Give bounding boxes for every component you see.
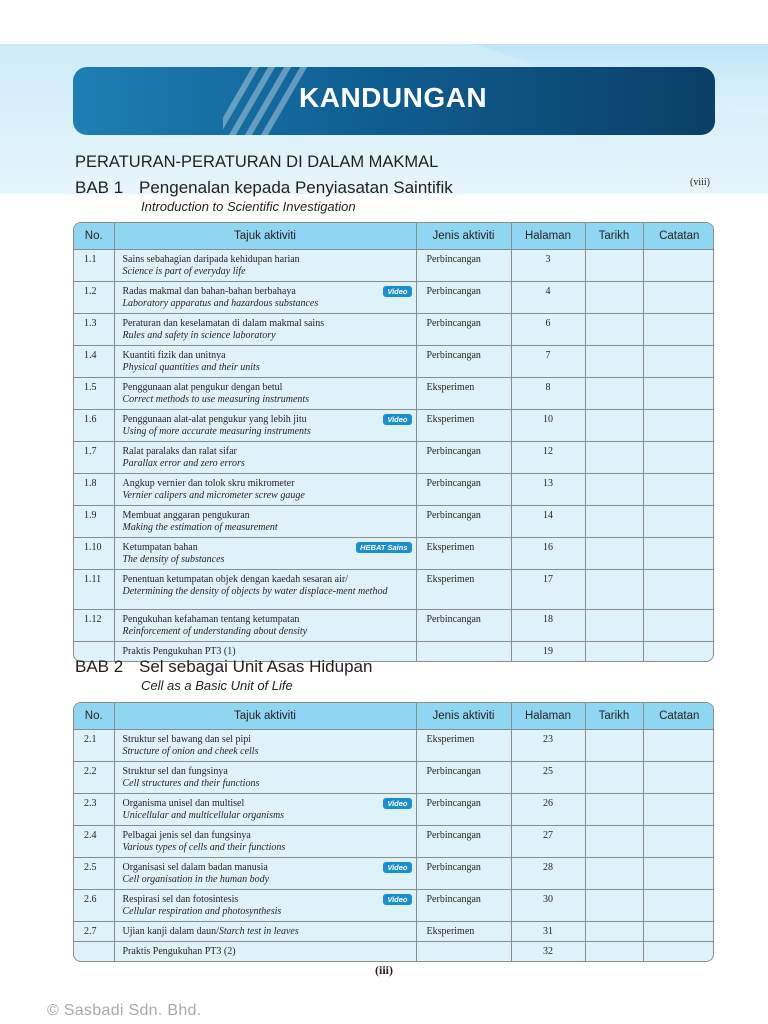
title-banner — [73, 67, 715, 135]
activity-title-ms: Membuat anggaran pengukuran — [122, 509, 250, 521]
table-row — [74, 941, 714, 961]
activity-title — [123, 318, 408, 342]
activity-page: 26 — [511, 793, 585, 825]
rules-page-number: (viii) — [690, 177, 710, 188]
table-row — [74, 889, 714, 921]
chapter-1-title: Pengenalan kepada Penyiasatan Saintifik — [139, 178, 453, 197]
activity-title — [123, 382, 408, 406]
table-row — [74, 473, 714, 505]
activity-type: Perbincangan — [416, 441, 511, 473]
table-row — [74, 313, 714, 345]
column-header-no: No. — [74, 703, 114, 729]
date-cell — [585, 313, 643, 345]
activity-title-cell — [114, 569, 416, 609]
table-row — [74, 921, 714, 941]
activity-title-en: Science is part of everyday life — [122, 265, 246, 277]
table-header-row — [74, 703, 714, 729]
activity-title-ms: Penentuan ketumpatan objek dengan kaedah sesaran air/ — [122, 573, 348, 585]
video-badge-icon: Video — [383, 894, 411, 905]
table-row — [74, 569, 714, 609]
activity-page: 7 — [511, 345, 585, 377]
activity-number: 1.12 — [74, 609, 114, 641]
activity-title-ms: Penggunaan alat-alat pengukur yang lebih jitu — [122, 413, 307, 425]
table-row — [74, 825, 714, 857]
activity-page: 12 — [511, 441, 585, 473]
activity-title — [123, 766, 408, 790]
notes-cell — [643, 281, 714, 313]
activity-title-cell — [114, 505, 416, 537]
activity-title-ms: Pelbagai jenis sel dan fungsinya — [122, 829, 251, 841]
activity-number: 1.1 — [74, 249, 114, 281]
date-cell — [585, 473, 643, 505]
activity-title-en: Correct methods to use measuring instruments — [122, 393, 310, 405]
date-cell — [585, 825, 643, 857]
notes-cell — [643, 609, 714, 641]
column-header-notes: Catatan — [643, 703, 714, 729]
activity-title-ms: Respirasi sel dan fotosintesis — [122, 893, 239, 905]
date-cell — [585, 761, 643, 793]
table-row — [74, 537, 714, 569]
column-header-type: Jenis aktiviti — [416, 223, 511, 249]
activity-page: 13 — [511, 473, 585, 505]
notes-cell — [643, 793, 714, 825]
activity-type: Perbincangan — [416, 281, 511, 313]
activity-title-en: Reinforcement of understanding about density — [122, 625, 308, 637]
activity-title-ms: Praktis Pengukuhan PT3 (2) — [122, 945, 236, 957]
date-cell — [585, 441, 643, 473]
activity-number: 2.5 — [74, 857, 114, 889]
activity-title — [123, 414, 408, 438]
activity-title-cell — [114, 941, 416, 961]
activity-title-en: Determining the density of objects by water displace-ment method — [122, 585, 388, 597]
date-cell — [585, 921, 643, 941]
table-row — [74, 793, 714, 825]
activity-title-ms-text: Ujian kanji dalam daun/ — [122, 925, 219, 937]
video-badge-icon: Video — [383, 862, 411, 873]
activity-title — [123, 798, 408, 822]
activity-page: 31 — [511, 921, 585, 941]
activity-type: Eksperimen — [416, 729, 511, 761]
table-header-row — [74, 223, 714, 249]
chapter-2-title: Sel sebagai Unit Asas Hidupan — [139, 657, 373, 676]
activity-title-cell — [114, 281, 416, 313]
activity-number: 1.5 — [74, 377, 114, 409]
date-cell — [585, 857, 643, 889]
activity-title-cell — [114, 313, 416, 345]
activity-page: 23 — [511, 729, 585, 761]
activity-page: 17 — [511, 569, 585, 609]
copyright-notice: © Sasbadi Sdn. Bhd. — [47, 1002, 202, 1019]
rules-heading: PERATURAN-PERATURAN DI DALAM MAKMAL — [75, 153, 439, 171]
column-header-notes: Catatan — [643, 223, 714, 249]
activity-title-cell — [114, 377, 416, 409]
activity-title-en: Laboratory apparatus and hazardous substances — [122, 297, 319, 309]
activity-title-ms: Angkup vernier dan tolok skru mikrometer — [122, 477, 295, 489]
date-cell — [585, 505, 643, 537]
activity-page: 19 — [511, 641, 585, 661]
table-row — [74, 377, 714, 409]
activity-title — [123, 614, 408, 638]
date-cell — [585, 537, 643, 569]
activity-page: 18 — [511, 609, 585, 641]
page-title: KANDUNGAN — [299, 82, 488, 113]
notes-cell — [643, 857, 714, 889]
date-cell — [585, 609, 643, 641]
activity-number: 2.1 — [74, 729, 114, 761]
chapter-2-table — [73, 702, 714, 962]
activity-type: Perbincangan — [416, 609, 511, 641]
notes-cell — [643, 889, 714, 921]
activity-type: Perbincangan — [416, 473, 511, 505]
column-header-title: Tajuk aktiviti — [114, 703, 416, 729]
activity-title-cell — [114, 729, 416, 761]
activity-title-en: Cellular respiration and photosynthesis — [122, 905, 282, 917]
chapter-1-table — [73, 222, 714, 662]
activity-title-en: Physical quantities and their units — [122, 361, 260, 373]
date-cell — [585, 793, 643, 825]
chapter-2-title-en: Cell as a Basic Unit of Life — [141, 678, 293, 693]
activity-title — [123, 830, 408, 854]
activity-title-ms: Praktis Pengukuhan PT3 (1) — [122, 645, 236, 657]
activity-title — [123, 926, 408, 938]
chapter-1-heading — [75, 178, 453, 214]
activity-page: 8 — [511, 377, 585, 409]
date-cell — [585, 409, 643, 441]
activity-title-en: Rules and safety in science laboratory — [122, 329, 276, 341]
notes-cell — [643, 313, 714, 345]
column-header-page: Halaman — [511, 223, 585, 249]
activity-page: 16 — [511, 537, 585, 569]
activity-title-en: Cell structures and their functions — [122, 777, 260, 789]
activity-title — [123, 478, 408, 502]
activity-title-en: Cell organisation in the human body — [122, 873, 270, 885]
video-badge-icon: Video — [383, 414, 411, 425]
table-row — [74, 249, 714, 281]
activity-title-ms: Organisma unisel dan multisel — [122, 797, 245, 809]
notes-cell — [643, 473, 714, 505]
chapter-2-label: BAB 2 — [75, 657, 124, 676]
notes-cell — [643, 569, 714, 609]
activity-title-ms: Ketumpatan bahan — [122, 541, 198, 553]
hebat-sains-badge-icon: HEBAT Sains — [356, 542, 411, 553]
activity-number: 1.2 — [74, 281, 114, 313]
table-row — [74, 609, 714, 641]
activity-title-en: Using of more accurate measuring instruments — [122, 425, 311, 437]
activity-type: Perbincangan — [416, 249, 511, 281]
notes-cell — [643, 761, 714, 793]
activity-page: 32 — [511, 941, 585, 961]
activity-type: Eksperimen — [416, 537, 511, 569]
notes-cell — [643, 921, 714, 941]
table-row — [74, 505, 714, 537]
activity-title-cell — [114, 441, 416, 473]
activity-title-ms: Pengukuhan kefahaman tentang ketumpatan — [122, 613, 300, 625]
activity-title-ms — [123, 926, 408, 938]
activity-number: 2.2 — [74, 761, 114, 793]
table-row — [74, 441, 714, 473]
activity-page: 6 — [511, 313, 585, 345]
activity-title-ms: Organisasi sel dalam badan manusia — [122, 861, 268, 873]
column-header-type: Jenis aktiviti — [416, 703, 511, 729]
activity-page: 28 — [511, 857, 585, 889]
date-cell — [585, 345, 643, 377]
activity-title — [123, 574, 408, 598]
activity-type: Eksperimen — [416, 569, 511, 609]
date-cell — [585, 729, 643, 761]
activity-title — [123, 254, 408, 278]
activity-title-cell — [114, 609, 416, 641]
activity-title-cell — [114, 345, 416, 377]
date-cell — [585, 281, 643, 313]
notes-cell — [643, 345, 714, 377]
notes-cell — [643, 941, 714, 961]
column-header-title: Tajuk aktiviti — [114, 223, 416, 249]
notes-cell — [643, 377, 714, 409]
activity-title-cell — [114, 889, 416, 921]
activity-title — [123, 542, 408, 566]
activity-title-cell — [114, 793, 416, 825]
activity-number: 1.9 — [74, 505, 114, 537]
activity-title-ms: Kuantiti fizik dan unitnya — [122, 349, 226, 361]
page-number: (iii) — [375, 963, 393, 977]
activity-title-cell — [114, 537, 416, 569]
date-cell — [585, 889, 643, 921]
activity-number: 1.3 — [74, 313, 114, 345]
video-badge-icon: Video — [383, 286, 411, 297]
table-row — [74, 409, 714, 441]
activity-title — [123, 894, 408, 918]
video-badge-icon: Video — [383, 798, 411, 809]
activity-type: Eksperimen — [416, 921, 511, 941]
activity-number: 1.10 — [74, 537, 114, 569]
activity-type — [416, 941, 511, 961]
activity-title-ms: Radas makmal dan bahan-bahan berbahaya — [122, 285, 296, 297]
activity-title-cell — [114, 409, 416, 441]
activity-type: Perbincangan — [416, 889, 511, 921]
activity-page: 3 — [511, 249, 585, 281]
activity-page: 25 — [511, 761, 585, 793]
activity-title-cell — [114, 473, 416, 505]
activity-title — [123, 734, 408, 758]
activity-number — [74, 941, 114, 961]
activity-title-ms: Struktur sel bawang dan sel pipi — [122, 733, 252, 745]
activity-title-cell — [114, 249, 416, 281]
activity-title-en: Structure of onion and cheek cells — [122, 745, 259, 757]
activity-title — [123, 350, 408, 374]
activity-type: Perbincangan — [416, 793, 511, 825]
activity-title-en: Making the estimation of measurement — [122, 521, 278, 533]
column-header-date: Tarikh — [585, 223, 643, 249]
column-header-date: Tarikh — [585, 703, 643, 729]
activity-title — [123, 946, 408, 958]
activity-title-ms: Struktur sel dan fungsinya — [122, 765, 228, 777]
activity-title — [123, 646, 408, 658]
chapter-1-title-en: Introduction to Scientific Investigation — [141, 199, 356, 214]
activity-page: 27 — [511, 825, 585, 857]
activity-title-ms: Ralat paralaks dan ralat sifar — [122, 445, 237, 457]
activity-number: 1.6 — [74, 409, 114, 441]
activity-title-en: Vernier calipers and micrometer screw gauge — [122, 489, 305, 501]
activity-number: 2.6 — [74, 889, 114, 921]
activity-title — [123, 510, 408, 534]
activity-title-cell — [114, 921, 416, 941]
activity-title-en: Parallax error and zero errors — [122, 457, 245, 469]
notes-cell — [643, 249, 714, 281]
notes-cell — [643, 441, 714, 473]
date-cell — [585, 941, 643, 961]
activity-type: Perbincangan — [416, 345, 511, 377]
activity-type: Perbincangan — [416, 857, 511, 889]
activity-type: Perbincangan — [416, 313, 511, 345]
activity-number: 2.3 — [74, 793, 114, 825]
activity-title-en: Starch test in leaves — [218, 925, 299, 937]
activity-number: 1.8 — [74, 473, 114, 505]
activity-type: Eksperimen — [416, 377, 511, 409]
activity-title-en: Various types of cells and their functions — [122, 841, 286, 853]
notes-cell — [643, 641, 714, 661]
activity-page: 4 — [511, 281, 585, 313]
notes-cell — [643, 409, 714, 441]
activity-type: Perbincangan — [416, 505, 511, 537]
activity-title — [123, 862, 408, 886]
table-row — [74, 761, 714, 793]
activity-title-en: Unicellular and multicellular organisms — [122, 809, 285, 821]
activity-title-cell — [114, 857, 416, 889]
chapter-1-label: BAB 1 — [75, 178, 124, 197]
activity-page: 10 — [511, 409, 585, 441]
date-cell — [585, 569, 643, 609]
activity-title-ms: Sains sebahagian daripada kehidupan harian — [122, 253, 300, 265]
table-row — [74, 281, 714, 313]
table-row — [74, 345, 714, 377]
activity-title — [123, 446, 408, 470]
chapter-2-heading — [75, 657, 372, 693]
activity-page: 14 — [511, 505, 585, 537]
column-header-page: Halaman — [511, 703, 585, 729]
notes-cell — [643, 825, 714, 857]
activity-title-cell — [114, 825, 416, 857]
column-header-no: No. — [74, 223, 114, 249]
notes-cell — [643, 729, 714, 761]
activity-title-en: The density of substances — [122, 553, 225, 565]
activity-number: 1.7 — [74, 441, 114, 473]
activity-type: Perbincangan — [416, 825, 511, 857]
table-row — [74, 729, 714, 761]
activity-number: 1.4 — [74, 345, 114, 377]
notes-cell — [643, 505, 714, 537]
date-cell — [585, 377, 643, 409]
activity-title-cell — [114, 761, 416, 793]
date-cell — [585, 249, 643, 281]
activity-number: 1.11 — [74, 569, 114, 609]
notes-cell — [643, 537, 714, 569]
activity-number: 2.7 — [74, 921, 114, 941]
activity-type — [416, 641, 511, 661]
activity-number: 2.4 — [74, 825, 114, 857]
activity-page: 30 — [511, 889, 585, 921]
activity-title-ms: Peraturan dan keselamatan di dalam makmal sains — [122, 317, 325, 329]
table-row — [74, 857, 714, 889]
activity-type: Eksperimen — [416, 409, 511, 441]
activity-type: Perbincangan — [416, 761, 511, 793]
activity-title-ms: Penggunaan alat pengukur dengan betul — [122, 381, 283, 393]
activity-title — [123, 286, 408, 310]
date-cell — [585, 641, 643, 661]
